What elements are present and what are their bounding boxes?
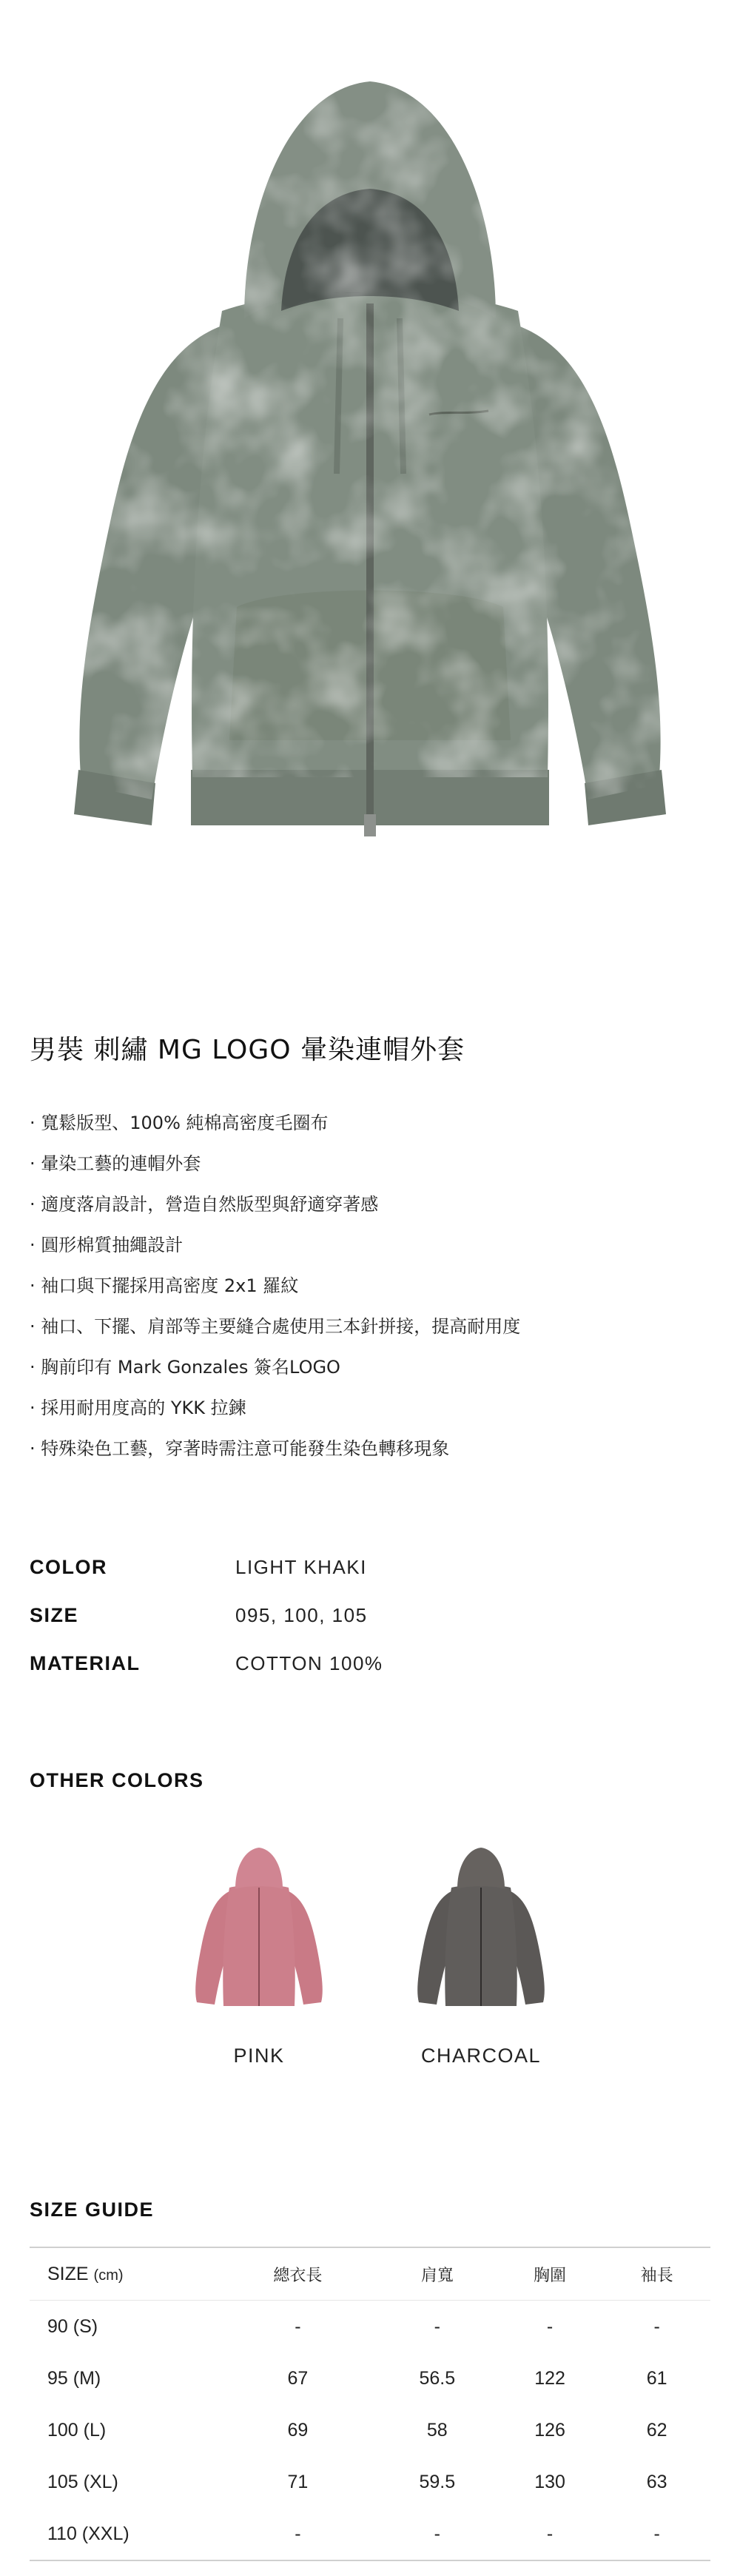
table-row (30, 2508, 710, 2560)
feature-item: · 暈染工藝的連帽外套 (30, 1153, 201, 1174)
table-cell: 105 (XL) (47, 2471, 118, 2492)
table-cell: 62 (646, 2419, 667, 2441)
table-cell: 61 (646, 2367, 667, 2389)
table-cell: 67 (287, 2367, 309, 2389)
size-guide-heading: SIZE GUIDE (30, 2198, 155, 2221)
feature-item: · 圓形棉質抽繩設計 (30, 1235, 184, 1255)
table-row (30, 2404, 710, 2456)
spec-table (30, 1543, 710, 1688)
table-cell: 71 (287, 2471, 309, 2492)
table-cell: 130 (534, 2471, 565, 2492)
table-cell: 59.5 (419, 2471, 456, 2492)
table-cell: 63 (646, 2471, 667, 2492)
table-cell: 58 (426, 2419, 448, 2441)
product-image (0, 0, 740, 947)
color-swatch-charcoal[interactable] (400, 1843, 562, 2067)
spec-row-color (30, 1543, 710, 1591)
column-header: 肩寬 (378, 2247, 497, 2301)
table-cell: 95 (M) (47, 2367, 101, 2389)
spec-row-material (30, 1640, 710, 1688)
feature-item: · 寬鬆版型、100% 純棉高密度毛圈布 (30, 1113, 329, 1133)
table-row (30, 2352, 710, 2404)
table-row (30, 2301, 710, 2353)
swatch-label: CHARCOAL (420, 2045, 542, 2067)
spec-value: LIGHT KHAKI (235, 1556, 367, 1578)
table-cell: - (497, 2508, 604, 2560)
table-cell: 56.5 (419, 2367, 456, 2389)
feature-list (30, 1103, 520, 1469)
table-cell: - (653, 2315, 660, 2337)
unit-label: (cm) (93, 2267, 124, 2284)
feature-item: · 胸前印有 Mark Gonzales 簽名LOGO (30, 1357, 340, 1378)
table-cell: - (218, 2508, 378, 2560)
spec-value: 095, 100, 105 (235, 1604, 368, 1626)
swatch-label: PINK (233, 2045, 285, 2067)
feature-item: · 採用耐用度高的 YKK 拉鍊 (30, 1398, 246, 1418)
table-cell: - (295, 2315, 301, 2337)
spec-row-size (30, 1591, 710, 1640)
table-row (30, 2456, 710, 2508)
table-cell: 69 (287, 2419, 309, 2441)
product-title: 男裝 刺繡 MG LOGO 暈染連帽外套 (30, 1035, 465, 1065)
table-cell: 122 (534, 2367, 565, 2389)
size-guide-table (30, 2247, 710, 2561)
feature-item: · 特殊染色工藝，穿著時需注意可能發生染色轉移現象 (30, 1438, 450, 1459)
column-header: 總衣長 (218, 2247, 378, 2301)
table-cell: - (378, 2508, 497, 2560)
charcoal-hoodie-thumbnail (407, 1843, 555, 2013)
other-colors-heading: OTHER COLORS (30, 1769, 204, 1791)
color-swatch-pink[interactable] (178, 1843, 340, 2067)
feature-item: · 袖口與下擺採用高密度 2x1 羅紋 (30, 1275, 299, 1296)
table-cell: 110 (XXL) (30, 2508, 218, 2560)
column-header: 胸圍 (497, 2247, 604, 2301)
table-cell: 100 (L) (47, 2419, 107, 2441)
table-cell: - (603, 2508, 710, 2560)
table-header-row (30, 2247, 710, 2301)
spec-key: MATERIAL (30, 1652, 141, 1674)
column-header-size: SIZE (cm) (30, 2247, 218, 2301)
spec-key: COLOR (30, 1556, 107, 1578)
feature-item: · 適度落肩設計，營造自然版型與舒適穿著感 (30, 1194, 379, 1215)
table-cell: - (434, 2315, 440, 2337)
table-cell: 90 (S) (47, 2315, 98, 2337)
spec-value: COTTON 100% (235, 1652, 383, 1674)
column-header: 袖長 (603, 2247, 710, 2301)
table-cell: - (546, 2315, 554, 2337)
pink-hoodie-thumbnail (185, 1843, 333, 2013)
feature-item: · 袖口、下擺、肩部等主要縫合處使用三本針拼接，提高耐用度 (30, 1316, 521, 1337)
table-cell: 126 (534, 2419, 565, 2441)
spec-key: SIZE (30, 1604, 79, 1626)
